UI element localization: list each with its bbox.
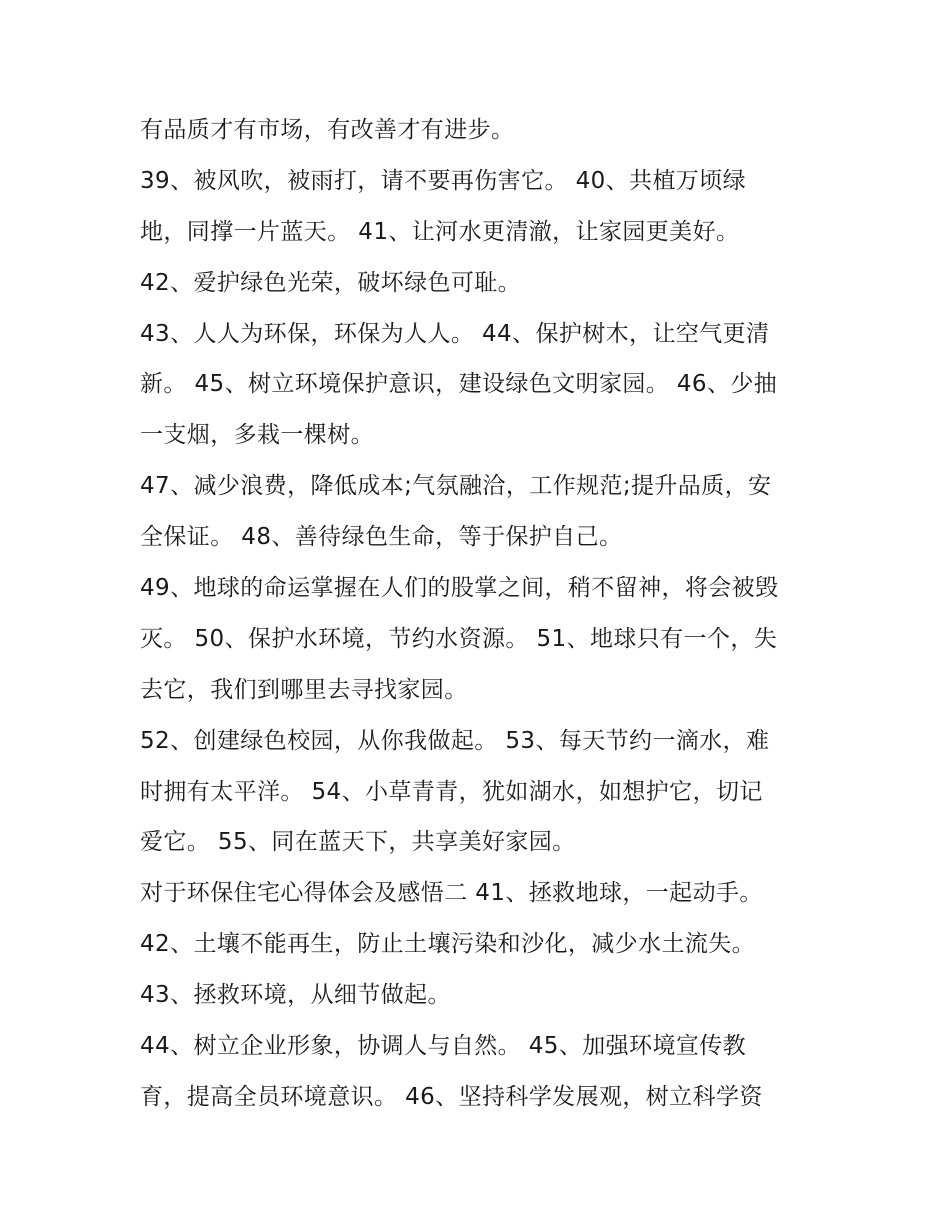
text-line: 有品质才有市场，有改善才有进步。 (140, 117, 515, 143)
text-line: 全保证。 48、善待绿色生命，等于保护自己。 (140, 524, 623, 551)
text-line: 43、人人为环保，环保为人人。 44、保护树木，让空气更清 (140, 320, 770, 347)
text-line: 爱它。 55、同在蓝天下，共享美好家园。 (140, 829, 576, 856)
text-line: 时拥有太平洋。 54、小草青青，犹如湖水，如想护它，切记 (140, 778, 763, 805)
text-line: 育，提高全员环境意识。 46、坚持科学发展观，树立科学资 (140, 1083, 763, 1110)
text-line: 44、树立企业形象，协调人与自然。 45、加强环境宣传教 (140, 1033, 747, 1060)
text-line: 地，同撑一片蓝天。 41、让河水更清澈，让家园更美好。 (140, 218, 740, 245)
text-line: 42、爱护绿色光荣，破坏绿色可耻。 (140, 269, 522, 296)
text-line: 52、创建绿色校园，从你我做起。 53、每天节约一滴水，难 (140, 727, 770, 754)
text-line: 49、地球的命运掌握在人们的股掌之间，稍不留神，将会被毁 (140, 575, 779, 602)
text-line: 42、土壤不能再生，防止土壤污染和沙化，减少水土流失。 (140, 931, 756, 958)
text-line: 去它，我们到哪里去寻找家园。 (140, 676, 468, 703)
text-line: 灭。 50、保护水环境，节约水资源。 51、地球只有一个，失 (140, 625, 778, 652)
text-line: 39、被风吹，被雨打，请不要再伤害它。 40、共植万顷绿 (140, 167, 747, 194)
text-line: 新。 45、树立环境保护意识，建设绿色文明家园。 46、少抽 (140, 371, 778, 398)
document-body (140, 108, 830, 1126)
text-line: 43、拯救环境，从细节做起。 (140, 982, 451, 1009)
text-line: 一支烟，多栽一棵树。 (140, 422, 374, 449)
text-line: 47、减少浪费，降低成本;气氛融洽，工作规范;提升品质，安 (140, 473, 772, 500)
text-line: 对于环保住宅心得体会及感悟二 41、拯救地球，一起动手。 (140, 880, 763, 907)
